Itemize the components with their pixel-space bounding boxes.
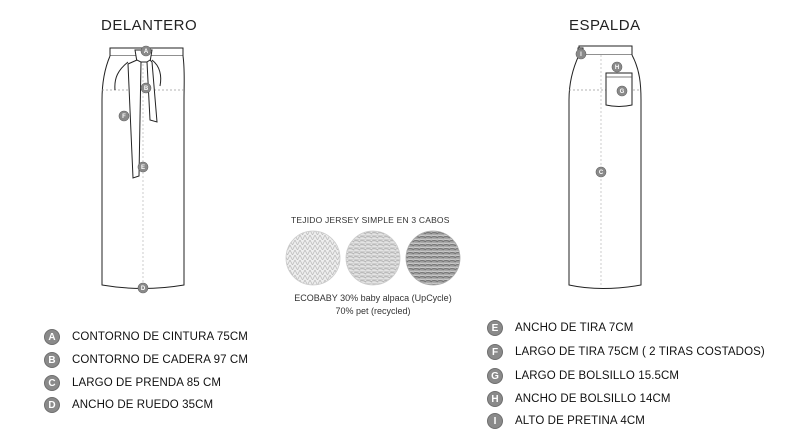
marker-b [141,83,151,93]
spec-row-g [487,367,679,385]
spec-row-i [487,412,645,430]
spec-text-h: ANCHO DE BOLSILLO 14CM [515,393,671,405]
spec-badge-c: C [44,375,60,391]
marker-e [138,162,148,172]
front-view-title: DELANTERO [101,17,198,34]
spec-row-d [44,396,213,414]
back-waistband [579,46,632,55]
spec-row-c [44,374,221,392]
marker-e-label: E [140,165,146,171]
spec-text-e: ANCHO DE TIRA 7CM [515,322,634,334]
spec-row-a [44,328,248,346]
spec-text-i: ALTO DE PRETINA 4CM [515,415,645,427]
spec-badge-i: I [487,413,503,429]
marker-d [138,283,148,293]
marker-f [119,111,129,121]
spec-text-a: CONTORNO DE CINTURA 75CM [72,331,248,343]
marker-c-label: C [598,170,604,176]
spec-badge-f: F [487,344,503,360]
spec-badge-a: A [44,329,60,345]
marker-i-label: I [580,52,582,58]
marker-a [141,46,151,56]
spec-row-f [487,343,765,361]
spec-badge-b: B [44,352,60,368]
spec-row-b [44,351,248,369]
marker-c [596,167,606,177]
spec-badge-e: E [487,320,503,336]
fabric-title: TEJIDO JERSEY SIMPLE EN 3 CABOS [291,215,450,225]
back-skirt [569,46,641,289]
marker-i [576,49,586,59]
marker-g-label: G [619,89,625,95]
spec-badge-g: G [487,368,503,384]
spec-text-b: CONTORNO DE CADERA 97 CM [72,354,248,366]
marker-f-label: F [122,114,126,120]
fabric-description-line1: ECOBABY 30% baby alpaca (UpCycle) [294,293,452,303]
spec-badge-d: D [44,397,60,413]
spec-row-e [487,319,633,337]
fabric-description [293,292,453,318]
melange-grey-swatch [406,231,460,285]
marker-h-label: H [614,65,620,71]
spec-text-f: LARGO DE TIRA 75CM ( 2 TIRAS COSTADOS) [515,346,765,358]
spec-text-g: LARGO DE BOLSILLO 15.5CM [515,370,680,382]
marker-h [612,62,622,72]
light-knit-swatch [286,231,340,285]
spec-row-h [487,390,671,408]
spec-text-c: LARGO DE PRENDA 85 CM [72,377,222,389]
marker-b-label: B [143,86,149,92]
marker-d-label: D [140,286,146,292]
marker-a-label: A [143,49,149,55]
spec-badge-h: H [487,391,503,407]
marker-g [617,86,627,96]
fabric-description-line2: 70% pet (recycled) [335,306,411,316]
spec-text-d: ANCHO DE RUEDO 35CM [72,399,214,411]
back-view-title: ESPALDA [569,17,641,34]
melange-white-swatch [346,231,400,285]
